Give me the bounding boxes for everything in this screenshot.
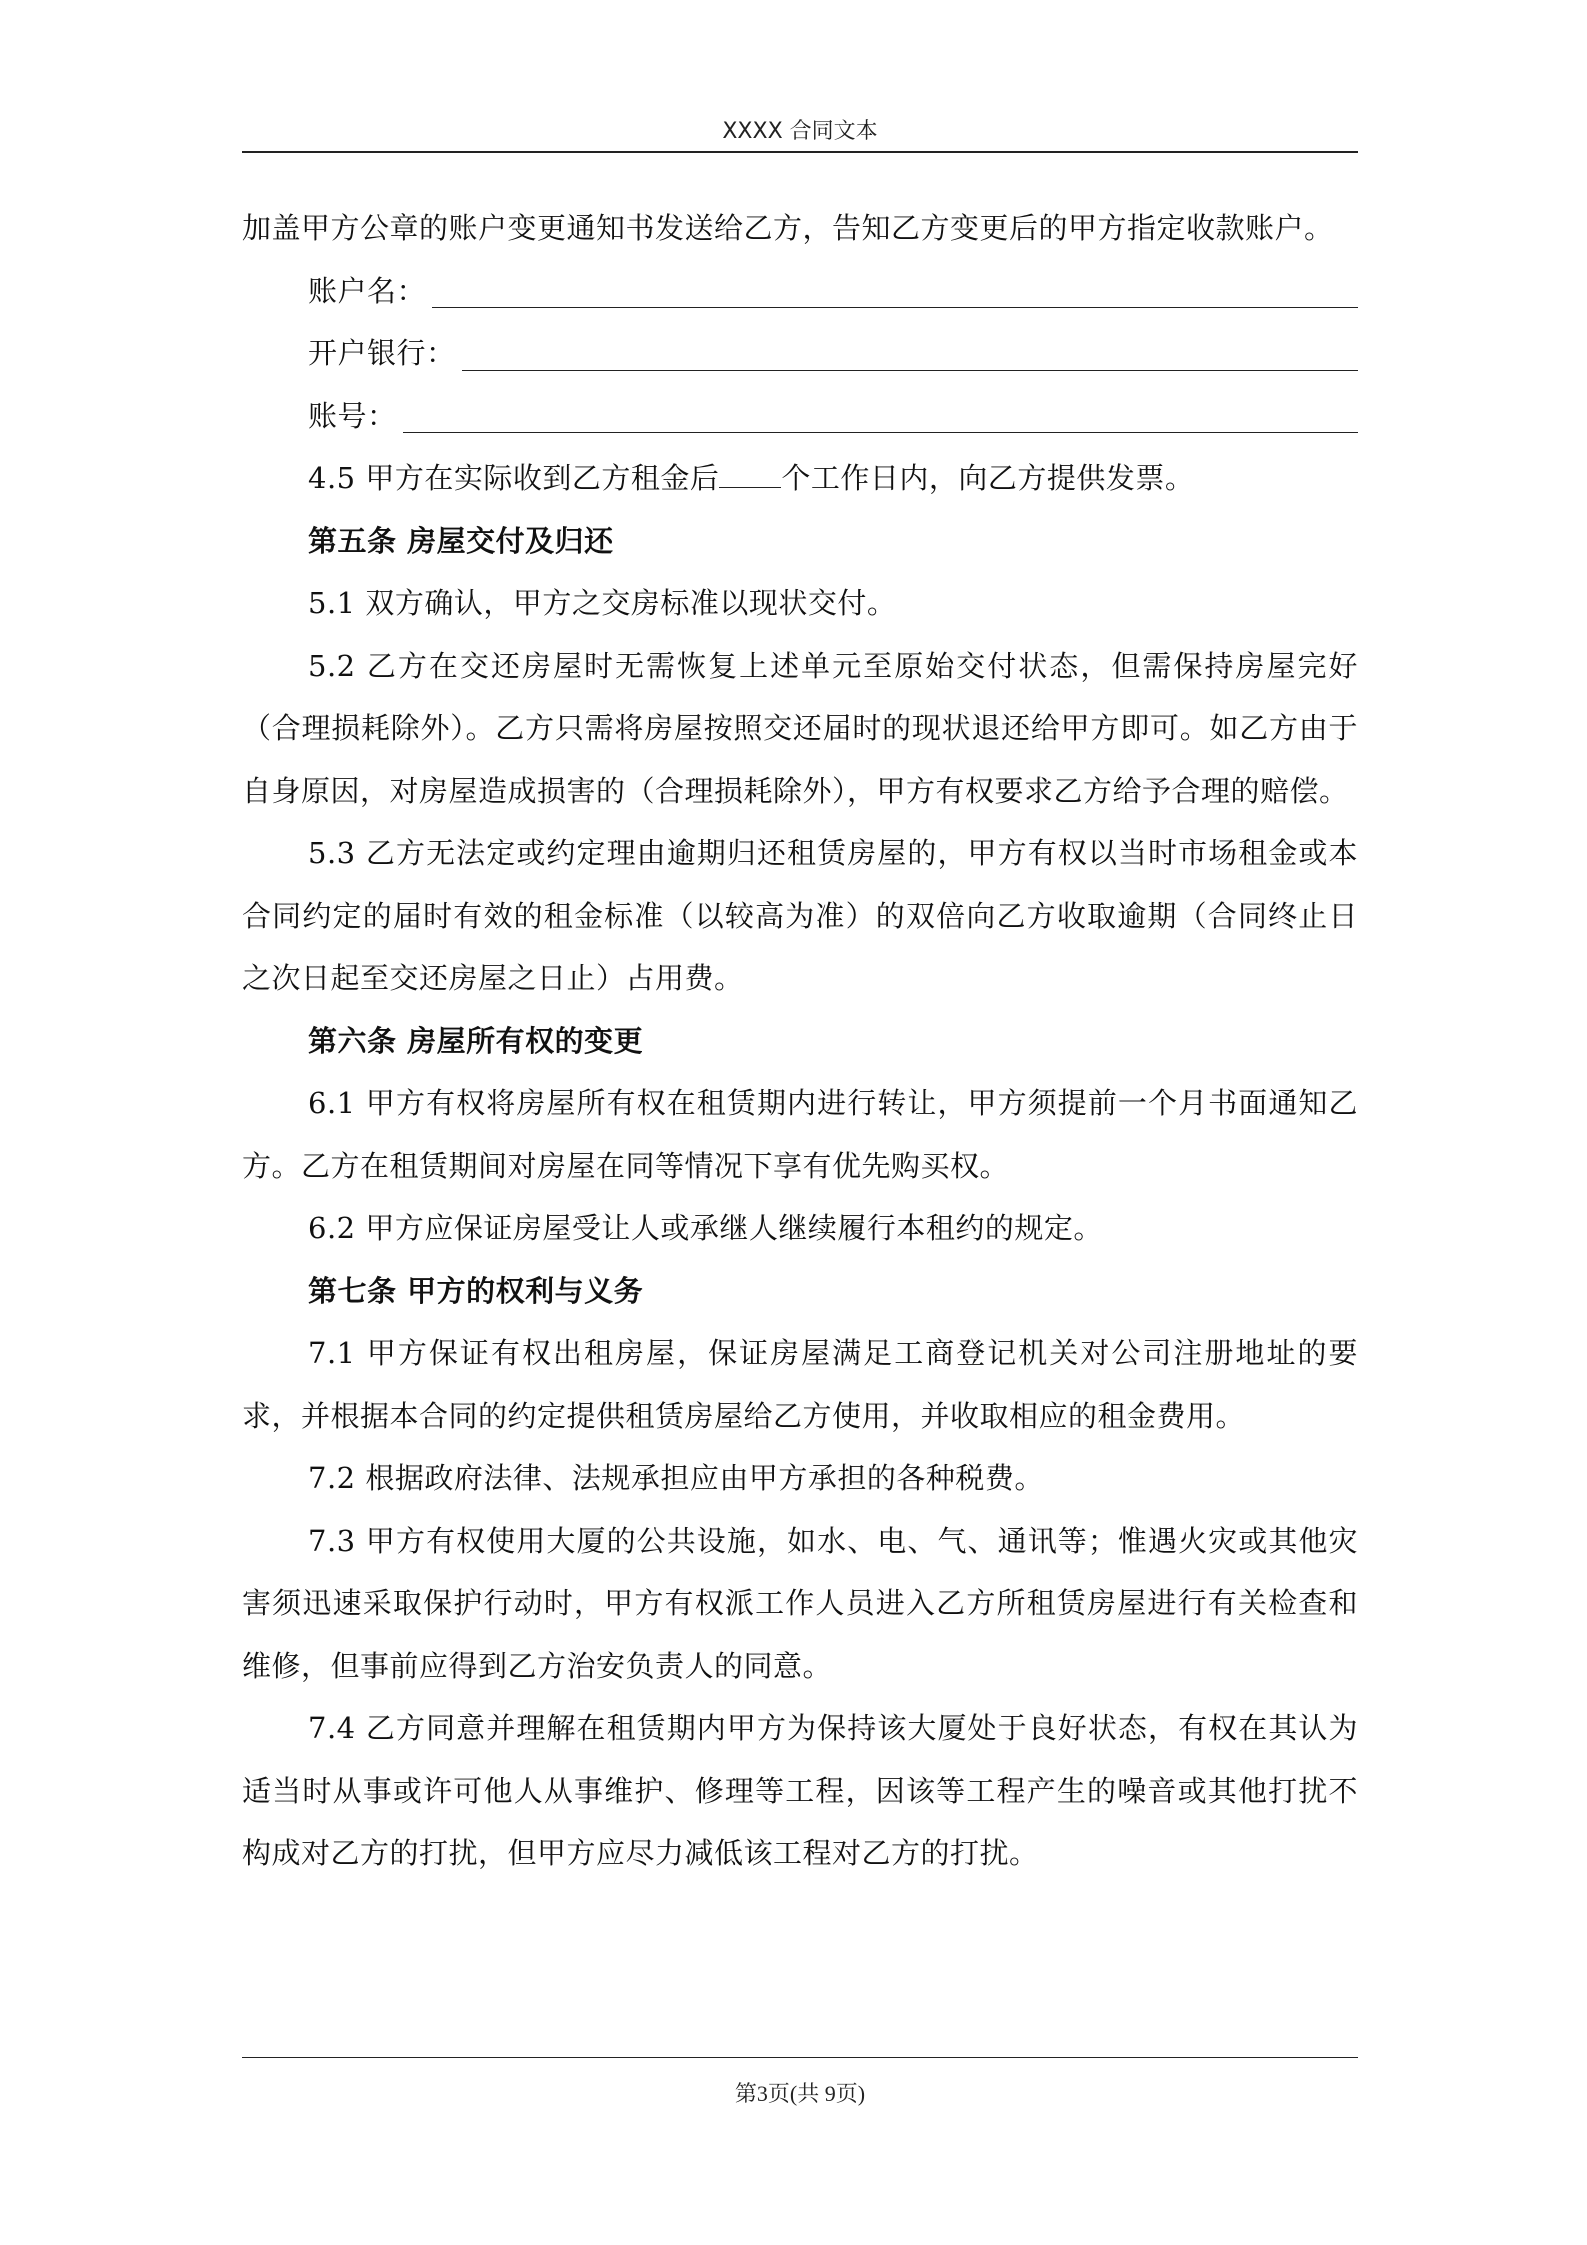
clause-7-2: 7.2 根据政府法律、法规承担应由甲方承担的各种税费。 bbox=[308, 1461, 1044, 1495]
clause-6-1: 6.1 甲方有权将房屋所有权在租赁期内进行转让，甲方须提前一个月书面通知乙方。乙方在租赁期间对房屋在同等情况下享有优先购买权。 bbox=[242, 1086, 1358, 1183]
field-label: 账号： bbox=[308, 398, 397, 433]
clause-5-1: 5.1 双方确认，甲方之交房标准以现状交付。 bbox=[308, 586, 897, 620]
clause-7-3: 7.3 甲方有权使用大厦的公共设施，如水、电、气、通讯等；惟遇火灾或其他灾害须迅速采取保护行动时，甲方有权派工作人员进入乙方所租赁房屋进行有关检查和维修，但事前应得到乙方治安负责人的同意。 bbox=[242, 1523, 1358, 1683]
footer-rule bbox=[242, 2057, 1358, 2058]
fill-in-line bbox=[432, 307, 1358, 308]
page-number: 第3页(共 9页) bbox=[734, 2081, 866, 2106]
section-heading-6: 第六条 房屋所有权的变更 bbox=[308, 1023, 644, 1058]
clause-text: 个工作日内，向乙方提供发票。 bbox=[781, 461, 1195, 495]
field-account-name bbox=[242, 260, 1358, 323]
fill-in-line bbox=[403, 432, 1358, 433]
clause-6-2: 6.2 甲方应保证房屋受让人或承继人继续履行本租约的规定。 bbox=[308, 1211, 1103, 1245]
fill-in-line bbox=[462, 370, 1358, 371]
field-bank bbox=[242, 322, 1358, 385]
clause-5-3: 5.3 乙方无法定或约定理由逾期归还租赁房屋的，甲方有权以当时市场租金或本合同约定的届时有效的租金标准（以较高为准）的双倍向乙方收取逾期（合同终止日之次日起至交还房屋之日止）占用费。 bbox=[242, 836, 1358, 995]
clause-7-1: 7.1 甲方保证有权出租房屋，保证房屋满足工商登记机关对公司注册地址的要求，并根据本合同的约定提供租赁房屋给乙方使用，并收取相应的租金费用。 bbox=[242, 1336, 1358, 1433]
clause-text: 4.5 甲方在实际收到乙方租金后 bbox=[308, 461, 720, 495]
document-body bbox=[242, 197, 1358, 1885]
header-rule bbox=[242, 151, 1358, 153]
clause-4-5 bbox=[242, 447, 1358, 510]
section-heading-5: 第五条 房屋交付及归还 bbox=[308, 523, 614, 558]
paragraph-continuation: 加盖甲方公章的账户变更通知书发送给乙方，告知乙方变更后的甲方指定收款账户。 bbox=[242, 211, 1334, 245]
field-account-no bbox=[242, 385, 1358, 448]
clause-7-4: 7.4 乙方同意并理解在租赁期内甲方为保持该大厦处于良好状态，有权在其认为适当时从事或许可他人从事维护、修理等工程，因该等工程产生的噪音或其他打扰不构成对乙方的打扰，但甲方应尽力减低该工程对乙方的打扰。 bbox=[242, 1711, 1358, 1870]
field-label: 账户名： bbox=[308, 273, 427, 308]
section-heading-7: 第七条 甲方的权利与义务 bbox=[308, 1273, 644, 1308]
clause-5-2: 5.2 乙方在交还房屋时无需恢复上述单元至原始交付状态，但需保持房屋完好（合理损耗除外）。乙方只需将房屋按照交还届时的现状退还给甲方即可。如乙方由于自身原因，对房屋造成损害的（合理损耗除外），甲方有权要求乙方给予合理的赔偿。 bbox=[242, 648, 1358, 808]
field-label: 开户银行： bbox=[308, 336, 456, 370]
page-header: XXXX 合同文本 bbox=[722, 119, 878, 144]
blank-days bbox=[719, 465, 781, 488]
